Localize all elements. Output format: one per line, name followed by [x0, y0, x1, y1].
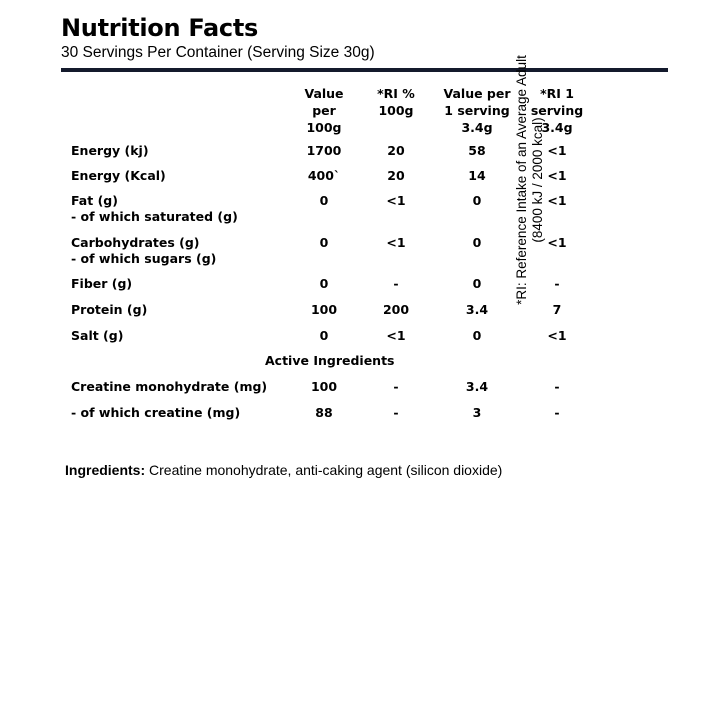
row-label: Salt (g) [71, 328, 124, 343]
cell-ri-100g: <1 [386, 193, 406, 208]
row-label: Fat (g) [71, 193, 118, 208]
cell-ri-serving: <1 [547, 193, 567, 208]
cell-value-serving: 3 [472, 405, 482, 420]
cell-value-serving: 3.4 [465, 379, 489, 394]
cell-value-100g: 100 [310, 379, 338, 394]
row-label: Fiber (g) [71, 276, 133, 291]
cell-value-100g: 0 [319, 193, 329, 208]
cell-ri-serving: <1 [547, 328, 567, 343]
cell-value-serving: 0 [472, 328, 482, 343]
active-ingredients-heading: Active Ingredients [265, 353, 395, 368]
cell-ri-100g: 20 [387, 168, 405, 183]
cell-ri-serving: - [554, 405, 560, 420]
ingredients-line [65, 462, 502, 478]
cell-value-100g: 0 [319, 328, 329, 343]
cell-value-100g: 0 [319, 276, 329, 291]
cell-ri-100g: - [393, 379, 399, 394]
cell-ri-100g: 200 [382, 302, 410, 317]
cell-ri-serving: <1 [547, 235, 567, 250]
col-header-value-serving: Value per 1 serving 3.4g [443, 86, 511, 135]
servings-subtitle: 30 Servings Per Container (Serving Size 30g) [61, 44, 375, 61]
cell-ri-serving: - [554, 276, 560, 291]
col-header-value-100g: Value per 100g [304, 86, 344, 135]
cell-ri-serving: <1 [547, 143, 567, 158]
cell-ri-100g: - [393, 276, 399, 291]
cell-value-100g: 100 [310, 302, 338, 317]
cell-value-100g: 400` [307, 168, 341, 183]
cell-value-serving: 14 [468, 168, 486, 183]
cell-value-100g: 88 [315, 405, 333, 420]
cell-value-serving: 3.4 [465, 302, 489, 317]
cell-value-serving: 0 [472, 193, 482, 208]
row-label: Protein (g) [71, 302, 148, 317]
cell-value-serving: 58 [468, 143, 486, 158]
cell-ri-100g: 20 [387, 143, 405, 158]
row-label: Carbohydrates (g) [71, 235, 200, 250]
cell-ri-100g: <1 [386, 328, 406, 343]
row-label: - of which creatine (mg) [71, 405, 241, 420]
cell-value-100g: 1700 [306, 143, 342, 158]
cell-value-serving: 0 [472, 276, 482, 291]
cell-ri-100g: - [393, 405, 399, 420]
cell-ri-serving: <1 [547, 168, 567, 183]
ingredients-text: Creatine monohydrate, anti-caking agent (silicon dioxide) [149, 462, 503, 478]
page-title: Nutrition Facts [61, 14, 259, 42]
row-label: Energy (Kcal) [71, 168, 166, 183]
cell-ri-100g: <1 [386, 235, 406, 250]
row-sublabel: - of which saturated (g) [71, 209, 238, 224]
col-header-ri-serving: *RI 1 serving 3.4g [530, 86, 584, 135]
row-sublabel: - of which sugars (g) [71, 251, 217, 266]
cell-value-serving: 0 [472, 235, 482, 250]
col-header-ri-100g: *RI % 100g [377, 86, 415, 118]
cell-value-100g: 0 [319, 235, 329, 250]
cell-ri-serving: - [554, 379, 560, 394]
row-label: Energy (kj) [71, 143, 149, 158]
row-label: Creatine monohydrate (mg) [71, 379, 268, 394]
cell-ri-serving: 7 [552, 302, 562, 317]
header-rule [61, 68, 668, 72]
ingredients-label: Ingredients: [65, 462, 146, 478]
ri-footnote-text: *RI: Reference Intake of an Average Adult (8400 kJ / 2000 kcal) [514, 55, 545, 305]
